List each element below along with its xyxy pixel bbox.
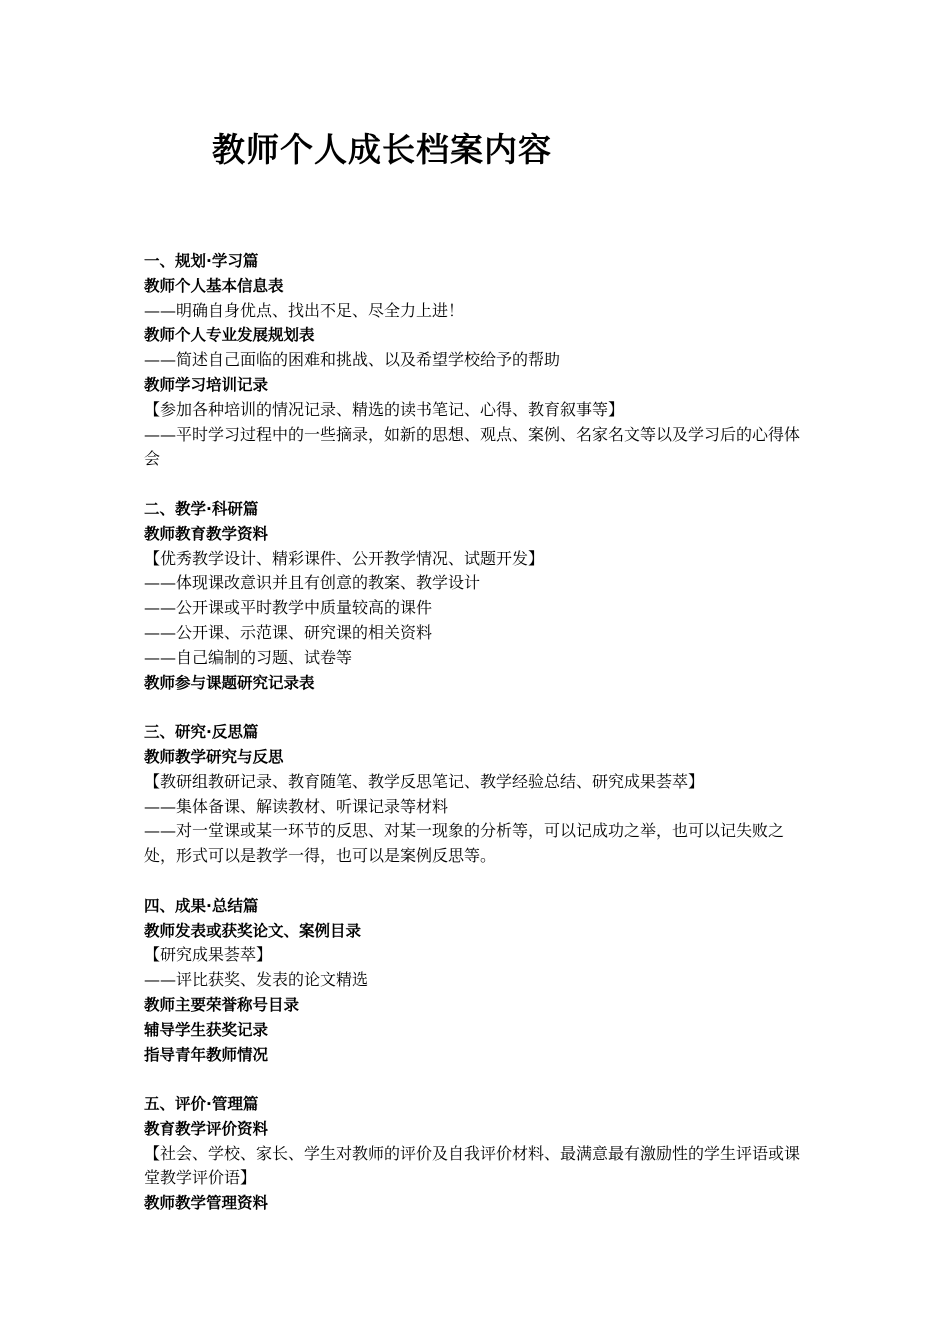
section-heading: 一、规划·学习篇 [144,252,259,270]
spacer [144,472,814,497]
item-title: 教师学习培训记录 [144,375,269,394]
item-bracket-note: 【研究成果荟萃】 [144,945,273,965]
spacer [144,695,814,720]
section-achievement-summary [144,894,814,1068]
item-description: ——自己编制的习题、试卷等 [144,647,353,667]
item-description: ——集体备课、解读教材、听课记录等材料 [144,796,449,816]
spacer [144,869,814,894]
document-body [144,249,814,1216]
item-bracket-note: 【社会、学校、家长、学生对教师的评价及自我评价材料、最满意最有激励性的学生评语或课堂教学评价语】 [144,1143,801,1188]
item-title: 教师参与课题研究记录表 [144,673,315,692]
section-teaching-research [144,497,814,695]
section-heading: 五、评价·管理篇 [144,1095,259,1114]
document-title: 教师个人成长档案内容 [212,130,552,169]
item-description: ——对一堂课或某一环节的反思、对某一现象的分析等，可以记成功之举，也可以记失败之处，形式可以是教学一得，也可以是案例反思等。 [144,821,785,866]
section-research-reflection [144,720,814,869]
item-description: ——平时学习过程中的一些摘录，如新的思想、观点、案例、名家名文等以及学习后的心得体会 [144,424,801,469]
section-evaluation-management [144,1092,814,1216]
item-description: ——明确自身优点、找出不足、尽全力上进！ [144,300,465,320]
item-description: ——评比获奖、发表的论文精选 [144,970,369,990]
item-title: 辅导学生获奖记录 [144,1020,269,1039]
item-title: 教师个人基本信息表 [144,276,284,295]
section-heading: 二、教学·科研篇 [144,499,259,518]
section-planning-study [144,249,814,472]
item-title: 教师发表或获奖论文、案例目录 [144,921,362,940]
item-description: ——体现课改意识并且有创意的教案、教学设计 [144,573,481,593]
item-description: ——公开课或平时教学中质量较高的课件 [144,598,433,618]
item-bracket-note: 【参加各种培训的情况记录、精选的读书笔记、心得、教育叙事等】 [144,399,625,419]
item-bracket-note: 【优秀教学设计、精彩课件、公开教学情况、试题开发】 [144,548,545,568]
section-heading: 四、成果·总结篇 [144,896,259,915]
spacer [144,1067,814,1092]
item-title: 教师教学管理资料 [144,1194,269,1213]
item-title: 教育教学评价资料 [144,1119,269,1138]
item-bracket-note: 【教研组教研记录、教育随笔、教学反思笔记、教学经验总结、研究成果荟萃】 [144,771,705,791]
section-heading: 三、研究·反思篇 [144,723,259,742]
item-title: 教师主要荣誉称号目录 [144,995,300,1014]
item-description: ——简述自己面临的困难和挑战、以及希望学校给予的帮助 [144,350,561,370]
item-title: 指导青年教师情况 [144,1045,269,1064]
item-title: 教师教育教学资料 [144,524,269,543]
item-title: 教师个人专业发展规划表 [144,326,315,345]
item-description: ——公开课、示范课、研究课的相关资料 [144,622,433,642]
item-title: 教师教学研究与反思 [144,747,284,766]
